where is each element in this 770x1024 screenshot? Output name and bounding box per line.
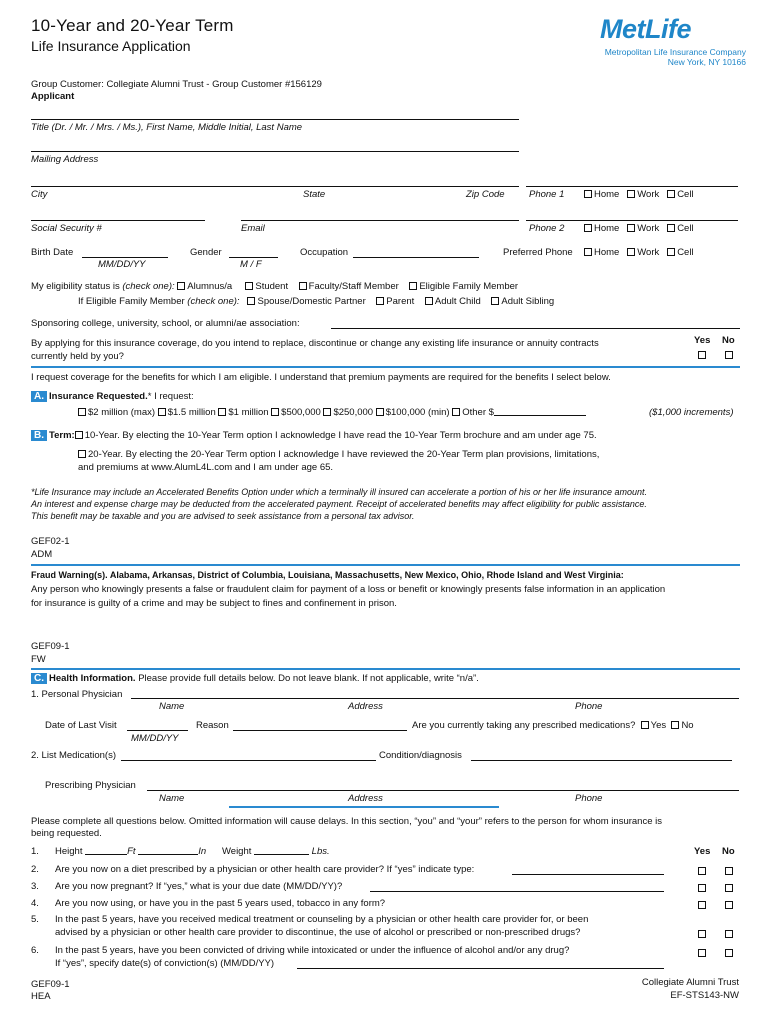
group-customer: Group Customer: Collegiate Alumni Trust - Group Customer #156129 xyxy=(31,79,322,90)
complete-line1: Please complete all questions below. Omitted information will cause delays. In this section, “you” and “your” refers to the person for whom insurance is xyxy=(31,816,662,827)
replace-yes-checkbox[interactable] xyxy=(698,351,706,359)
prescribing-name-label: Name xyxy=(159,793,185,804)
q6-no-checkbox[interactable] xyxy=(725,949,733,957)
section-a-suffix: * I request: xyxy=(147,391,194,402)
state-label: State xyxy=(303,189,326,200)
q2-yes-checkbox[interactable] xyxy=(698,867,706,875)
prescribing-input-line[interactable] xyxy=(147,790,739,791)
amount-2m-checkbox[interactable] xyxy=(78,408,86,416)
abo-note-line2: An interest and expense charge may be deducted from the accelerated payment. Receipt of accelerated benefits may affect eligibility for public assistance. xyxy=(31,499,647,509)
address-input-line[interactable] xyxy=(31,151,519,152)
phone1-cell-checkbox[interactable] xyxy=(667,190,675,198)
ssn-label: Social Security # xyxy=(31,223,102,234)
amount-250k-label: $250,000 xyxy=(333,407,374,418)
name-label: Title (Dr. / Mr. / Mrs. / Ms.), First Name, Middle Initial, Last Name xyxy=(31,122,303,133)
phone2-line xyxy=(526,220,738,221)
footer-code-1: GEF09-1 xyxy=(31,979,70,990)
amount-other-label: Other $ xyxy=(462,407,494,418)
phone1-work-checkbox[interactable] xyxy=(627,190,635,198)
family-spouse-checkbox[interactable] xyxy=(247,297,255,305)
q5-text-line1: In the past 5 years, have you received medical treatment or counseling by a physician or other health care provider for, or been xyxy=(55,914,589,925)
family-sibling-checkbox[interactable] xyxy=(491,297,499,305)
condition-input-line[interactable] xyxy=(471,760,732,761)
footer-code-2: HEA xyxy=(31,991,51,1002)
physician-input-line[interactable] xyxy=(131,698,739,699)
amount-other-checkbox[interactable] xyxy=(452,408,460,416)
q6-input-line[interactable] xyxy=(297,968,664,969)
prescribing-phone-label: Phone xyxy=(575,793,603,804)
phone2-label: Phone 2 xyxy=(529,223,565,234)
eligibility-alumnus-label: Alumnus/a xyxy=(187,281,233,292)
form-code-adm-1: GEF02-1 xyxy=(31,536,70,547)
amount-250k-checkbox[interactable] xyxy=(323,408,331,416)
prescribing-address-label: Address xyxy=(348,793,383,804)
section-divider-3 xyxy=(31,668,740,670)
amount-options xyxy=(78,407,586,418)
amount-500k-label: $500,000 xyxy=(281,407,321,418)
phone2-home-checkbox[interactable] xyxy=(584,224,592,232)
eligibility-alumnus-checkbox[interactable] xyxy=(177,282,185,290)
amount-100k-label: $100,000 (min) xyxy=(385,407,450,418)
q5-num: 5. xyxy=(31,914,39,925)
q1-weight-label: Weight xyxy=(221,846,252,857)
q2-input-line[interactable] xyxy=(512,874,664,875)
q6-yes-checkbox[interactable] xyxy=(698,949,706,957)
section-a-badge: A. xyxy=(31,391,47,402)
eligibility-faculty-checkbox[interactable] xyxy=(299,282,307,290)
medications-label: 2. List Medication(s) xyxy=(31,750,117,761)
family-sibling-label: Adult Sibling xyxy=(501,296,555,307)
email-label: Email xyxy=(241,223,265,234)
phone2-work-checkbox[interactable] xyxy=(627,224,635,232)
sponsor-label: Sponsoring college, university, school, or alumni/ae association: xyxy=(31,318,300,329)
preferred-home-label: Home xyxy=(594,247,620,258)
last-visit-input-line[interactable] xyxy=(127,730,188,731)
family-spouse-label: Spouse/Domestic Partner xyxy=(257,296,366,307)
family-parent-checkbox[interactable] xyxy=(376,297,384,305)
phone1-options xyxy=(584,189,694,200)
phone1-home-checkbox[interactable] xyxy=(584,190,592,198)
section-b-row xyxy=(31,430,597,441)
city-label: City xyxy=(31,189,48,200)
section-a-title: Insurance Requested. xyxy=(49,391,148,402)
term10-label: 10-Year. By electing the 10-Year Term option I acknowledge I have read the 10-Year Term brochure and am under age 75. xyxy=(84,430,597,441)
zip-label: Zip Code xyxy=(466,189,505,200)
amount-500k-checkbox[interactable] xyxy=(271,408,279,416)
q1-in-label: In xyxy=(198,846,207,857)
company-address xyxy=(570,47,746,67)
replace-yes-label: Yes xyxy=(694,335,711,346)
physician-address-label: Address xyxy=(348,701,383,712)
eligibility-family-label: Eligible Family Member xyxy=(419,281,519,292)
family-prefix: If Eligible Family Member xyxy=(78,296,185,307)
email-input-line[interactable] xyxy=(241,220,519,221)
q2-num: 2. xyxy=(31,864,39,875)
reason-label: Reason xyxy=(196,720,229,731)
eligibility-faculty-label: Faculty/Staff Member xyxy=(308,281,399,292)
q6-num: 6. xyxy=(31,945,39,956)
health-intro: Please provide full details below. Do not leave blank. If not applicable, write “n/a”. xyxy=(138,673,479,684)
q3-no-checkbox[interactable] xyxy=(725,884,733,892)
q6-text-line1: In the past 5 years, have you been convicted of driving while intoxicated or under the influence of alcohol and/or any drug? xyxy=(55,945,570,956)
preferred-phone-label: Preferred Phone xyxy=(503,247,573,258)
eligibility-family-checkbox[interactable] xyxy=(409,282,417,290)
last-visit-format: MM/DD/YY xyxy=(131,733,179,744)
sponsor-input-line[interactable] xyxy=(331,328,740,329)
phone1-cell-label: Cell xyxy=(677,189,694,200)
eligibility-row xyxy=(31,281,518,292)
condition-label: Condition/diagnosis xyxy=(379,750,462,761)
prescribing-label: Prescribing Physician xyxy=(45,780,136,791)
physician-name-label: Name xyxy=(159,701,185,712)
form-code-fw-1: GEF09-1 xyxy=(31,641,70,652)
prescribed-no-checkbox[interactable] xyxy=(671,721,679,729)
prescribed-yes-label: Yes xyxy=(650,720,667,731)
q2-no-checkbox[interactable] xyxy=(725,867,733,875)
preferred-work-label: Work xyxy=(637,247,660,258)
abo-note-line1: *Life Insurance may include an Accelerated Benefits Option under which a terminally ill insured can accelerate a portion of his or her life insurance amount. xyxy=(31,487,647,497)
q5-yes-checkbox[interactable] xyxy=(698,930,706,938)
q4-text: Are you now using, or have you in the past 5 years used, tobacco in any form? xyxy=(55,898,386,909)
section-c-badge: C. xyxy=(31,673,47,684)
prescribed-question-text: Are you currently taking any prescribed medications? xyxy=(412,720,636,731)
q1-lbs-label: Lbs. xyxy=(311,846,330,857)
phone2-work-label: Work xyxy=(637,223,660,234)
physician-phone-label: Phone xyxy=(575,701,603,712)
q1-weight-input[interactable] xyxy=(254,846,309,855)
section-divider-4 xyxy=(229,806,499,808)
city-state-zip-line[interactable] xyxy=(31,186,519,187)
phone1-line xyxy=(526,186,738,187)
prescribed-question xyxy=(412,720,694,731)
coverage-statement: I request coverage for the benefits for which I am eligible. I understand that premium payments are required for the benefits I select below. xyxy=(31,372,611,383)
q5-no-checkbox[interactable] xyxy=(725,930,733,938)
gender-label: Gender xyxy=(190,247,222,258)
preferred-home-checkbox[interactable] xyxy=(584,248,592,256)
amount-other-input[interactable] xyxy=(494,407,586,416)
preferred-cell-checkbox[interactable] xyxy=(667,248,675,256)
q3-num: 3. xyxy=(31,881,39,892)
family-note: (check one): xyxy=(187,296,240,307)
q1-feet-input[interactable] xyxy=(85,846,127,855)
q1-inches-input[interactable] xyxy=(138,846,198,855)
q1-height-label: Height xyxy=(55,846,83,857)
q3-text: Are you now pregnant? If “yes,” what is your due date (MM/DD/YY)? xyxy=(55,881,343,892)
phone1-home-label: Home xyxy=(594,189,620,200)
amount-100k-checkbox[interactable] xyxy=(376,408,384,416)
gender-format: M / F xyxy=(240,259,262,270)
abo-note-line3: This benefit may be taxable and you are advised to seek assistance from a personal tax advisor. xyxy=(31,511,415,521)
company-city: New York, NY 10166 xyxy=(667,57,746,67)
term20-label-line2: and premiums at www.AlumL4L.com and I am under age 65. xyxy=(78,462,334,473)
phone2-options xyxy=(584,223,694,234)
gender-input-line[interactable] xyxy=(229,257,278,258)
q4-no-checkbox[interactable] xyxy=(725,901,733,909)
q4-yes-checkbox[interactable] xyxy=(698,901,706,909)
q3-yes-checkbox[interactable] xyxy=(698,884,706,892)
replace-no-label: No xyxy=(722,335,735,346)
reason-input-line[interactable] xyxy=(233,730,407,731)
q2-text: Are you now on a diet prescribed by a physician or other health care provider? If “yes” indicate type: xyxy=(55,864,475,875)
family-row xyxy=(78,296,554,307)
replace-question-line1: By applying for this insurance coverage, do you intend to replace, discontinue or change any existing life insurance or annuity contracts xyxy=(31,338,599,349)
birth-date-label: Birth Date xyxy=(31,247,74,258)
amount-1m-checkbox[interactable] xyxy=(218,408,226,416)
form-title-line1: 10-Year and 20-Year Term xyxy=(31,16,234,35)
phone2-cell-checkbox[interactable] xyxy=(667,224,675,232)
form-title-line2: Life Insurance Application xyxy=(31,38,191,54)
amount-2m-label: $2 million (max) xyxy=(88,407,156,418)
ssn-input-line[interactable] xyxy=(31,220,205,221)
health-title: Health Information. xyxy=(49,673,136,684)
company-name: Metropolitan Life Insurance Company xyxy=(604,47,746,57)
health-heading xyxy=(31,673,479,684)
amount-increments: ($1,000 increments) xyxy=(649,407,734,418)
section-b-badge: B. xyxy=(31,430,47,441)
physician-label: 1. Personal Physician xyxy=(31,689,123,700)
replace-question-line2: currently held by you? xyxy=(31,351,124,362)
birth-date-input-line[interactable] xyxy=(82,257,168,258)
amount-1m-label: $1 million xyxy=(228,407,269,418)
family-parent-label: Parent xyxy=(386,296,415,307)
metlife-logo: MetLife xyxy=(600,14,691,44)
term20-row xyxy=(78,449,599,460)
q1-row xyxy=(55,846,330,857)
occupation-input-line[interactable] xyxy=(353,257,479,258)
form-code-fw-2: FW xyxy=(31,654,46,665)
q3-input-line[interactable] xyxy=(370,891,664,892)
complete-line2: being requested. xyxy=(31,828,102,839)
amount-1-5m-checkbox[interactable] xyxy=(158,408,166,416)
footer-right-1: Collegiate Alumni Trust xyxy=(641,977,739,988)
section-b-title: Term: xyxy=(49,430,75,441)
preferred-phone-options xyxy=(584,247,694,258)
last-visit-label: Date of Last Visit xyxy=(45,720,117,731)
fraud-line2: for insurance is guilty of a crime and may be subject to fines and confinement in prison. xyxy=(31,598,397,609)
eligibility-note: (check one): xyxy=(122,281,175,292)
name-input-line[interactable] xyxy=(31,119,519,120)
eligibility-student-label: Student xyxy=(255,281,289,292)
term20-checkbox[interactable] xyxy=(78,450,86,458)
footer-right-2: EF-STS143-NW xyxy=(670,990,739,1001)
address-label: Mailing Address xyxy=(31,154,99,165)
family-child-label: Adult Child xyxy=(434,296,481,307)
phone1-work-label: Work xyxy=(637,189,660,200)
family-child-checkbox[interactable] xyxy=(425,297,433,305)
eligibility-student-checkbox[interactable] xyxy=(245,282,253,290)
medications-input-line[interactable] xyxy=(121,760,376,761)
phone2-cell-label: Cell xyxy=(677,223,694,234)
applicant-heading: Applicant xyxy=(31,91,75,102)
eligibility-prefix: My eligibility status is xyxy=(31,281,120,292)
phone2-home-label: Home xyxy=(594,223,620,234)
term20-label-line1: 20-Year. By electing the 20-Year Term option I acknowledge I have reviewed the 20-Year Term plan provisions, limitations, xyxy=(88,449,600,460)
section-a-heading xyxy=(31,391,194,402)
preferred-cell-label: Cell xyxy=(677,247,694,258)
q1-num: 1. xyxy=(31,846,39,857)
q6-text-line2: If “yes”, specify date(s) of conviction(s) (MM/DD/YY) xyxy=(55,958,275,969)
prescribed-yes-checkbox[interactable] xyxy=(641,721,649,729)
phone1-label: Phone 1 xyxy=(529,189,565,200)
health-yes-header: Yes xyxy=(694,846,711,857)
section-divider-1 xyxy=(31,366,740,368)
health-no-header: No xyxy=(722,846,735,857)
section-divider-2 xyxy=(31,564,740,566)
form-code-adm-2: ADM xyxy=(31,549,53,560)
term10-checkbox[interactable] xyxy=(75,431,83,439)
fraud-title: Fraud Warning(s). Alabama, Arkansas, District of Columbia, Louisiana, Massachusetts, New Mexico, Ohio, Rhode Island and West Virginia: xyxy=(31,570,624,580)
occupation-label: Occupation xyxy=(300,247,349,258)
preferred-work-checkbox[interactable] xyxy=(627,248,635,256)
fraud-line1: Any person who knowingly presents a false or fraudulent claim for payment of a loss or benefit or knowingly presents false information in an application xyxy=(31,584,666,595)
replace-no-checkbox[interactable] xyxy=(725,351,733,359)
q5-text-line2: advised by a physician or other health care provider to discontinue, the use of alcohol or prescribed or non-prescribed drugs? xyxy=(55,927,581,938)
birth-date-format: MM/DD/YY xyxy=(98,259,146,270)
q4-num: 4. xyxy=(31,898,39,909)
q1-ft-label: Ft xyxy=(127,846,136,857)
amount-1-5m-label: $1.5 million xyxy=(167,407,216,418)
prescribed-no-label: No xyxy=(681,720,694,731)
